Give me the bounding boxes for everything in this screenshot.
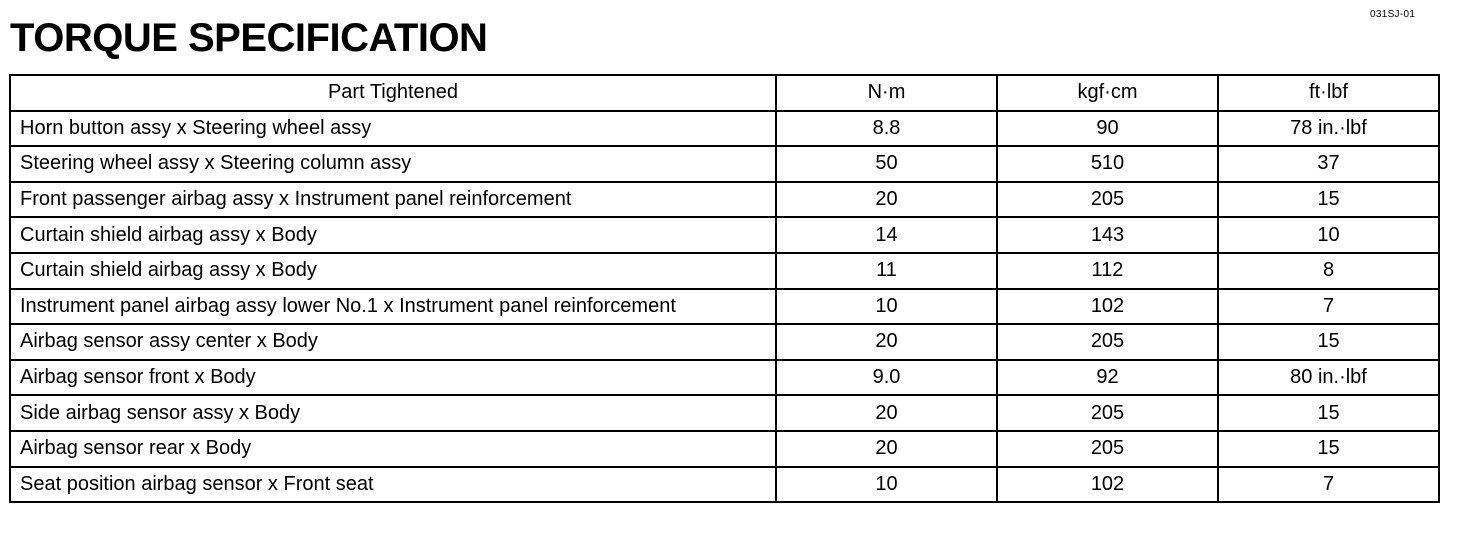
nm-cell: 10: [776, 289, 997, 325]
part-cell: Horn button assy x Steering wheel assy: [10, 111, 776, 147]
kgf-cm-cell: 92: [997, 360, 1218, 396]
part-cell: Side airbag sensor assy x Body: [10, 395, 776, 431]
kgf-cm-cell: 102: [997, 289, 1218, 325]
part-cell: Airbag sensor assy center x Body: [10, 324, 776, 360]
table-row: [10, 253, 1439, 289]
document-code: 031SJ-01: [1370, 9, 1416, 20]
table-row: [10, 360, 1439, 396]
kgf-cm-cell: 112: [997, 253, 1218, 289]
table-header-row: [10, 75, 1439, 111]
part-cell: Curtain shield airbag assy x Body: [10, 253, 776, 289]
ft-lbf-cell: 7: [1218, 289, 1439, 325]
kgf-cm-cell: 510: [997, 146, 1218, 182]
ft-lbf-cell: 78 in.·lbf: [1218, 111, 1439, 147]
table-row: [10, 182, 1439, 218]
table-row: [10, 111, 1439, 147]
nm-cell: 8.8: [776, 111, 997, 147]
kgf-cm-cell: 205: [997, 431, 1218, 467]
ft-lbf-cell: 80 in.·lbf: [1218, 360, 1439, 396]
part-cell: Airbag sensor rear x Body: [10, 431, 776, 467]
nm-cell: 20: [776, 324, 997, 360]
part-cell: Seat position airbag sensor x Front seat: [10, 467, 776, 503]
ft-lbf-cell: 10: [1218, 217, 1439, 253]
table-row: [10, 289, 1439, 325]
nm-cell: 9.0: [776, 360, 997, 396]
kgf-cm-cell: 205: [997, 324, 1218, 360]
part-cell: Instrument panel airbag assy lower No.1 x Instrument panel reinforcement: [10, 289, 776, 325]
table-row: [10, 217, 1439, 253]
kgf-cm-cell: 205: [997, 182, 1218, 218]
kgf-cm-cell: 102: [997, 467, 1218, 503]
table-row: [10, 467, 1439, 503]
nm-cell: 20: [776, 395, 997, 431]
part-cell: Steering wheel assy x Steering column assy: [10, 146, 776, 182]
ft-lbf-cell: 15: [1218, 431, 1439, 467]
kgf-cm-cell: 205: [997, 395, 1218, 431]
ft-lbf-cell: 7: [1218, 467, 1439, 503]
ft-lbf-cell: 37: [1218, 146, 1439, 182]
nm-cell: 14: [776, 217, 997, 253]
kgf-cm-cell: 143: [997, 217, 1218, 253]
kgf-cm-cell: 90: [997, 111, 1218, 147]
ft-lbf-cell: 15: [1218, 182, 1439, 218]
header-part-tightened: Part Tightened: [10, 75, 776, 111]
table-row: [10, 324, 1439, 360]
page-title: TORQUE SPECIFICATION: [10, 16, 488, 60]
ft-lbf-cell: 15: [1218, 324, 1439, 360]
header-kgf-cm: kgf·cm: [997, 75, 1218, 111]
nm-cell: 20: [776, 431, 997, 467]
nm-cell: 20: [776, 182, 997, 218]
nm-cell: 10: [776, 467, 997, 503]
part-cell: Front passenger airbag assy x Instrument panel reinforcement: [10, 182, 776, 218]
table-row: [10, 395, 1439, 431]
part-cell: Airbag sensor front x Body: [10, 360, 776, 396]
nm-cell: 11: [776, 253, 997, 289]
table-row: [10, 431, 1439, 467]
part-cell: Curtain shield airbag assy x Body: [10, 217, 776, 253]
nm-cell: 50: [776, 146, 997, 182]
ft-lbf-cell: 15: [1218, 395, 1439, 431]
header-ft-lbf: ft·lbf: [1218, 75, 1439, 111]
torque-spec-table: [9, 74, 1440, 503]
ft-lbf-cell: 8: [1218, 253, 1439, 289]
table-row: [10, 146, 1439, 182]
header-nm: N·m: [776, 75, 997, 111]
